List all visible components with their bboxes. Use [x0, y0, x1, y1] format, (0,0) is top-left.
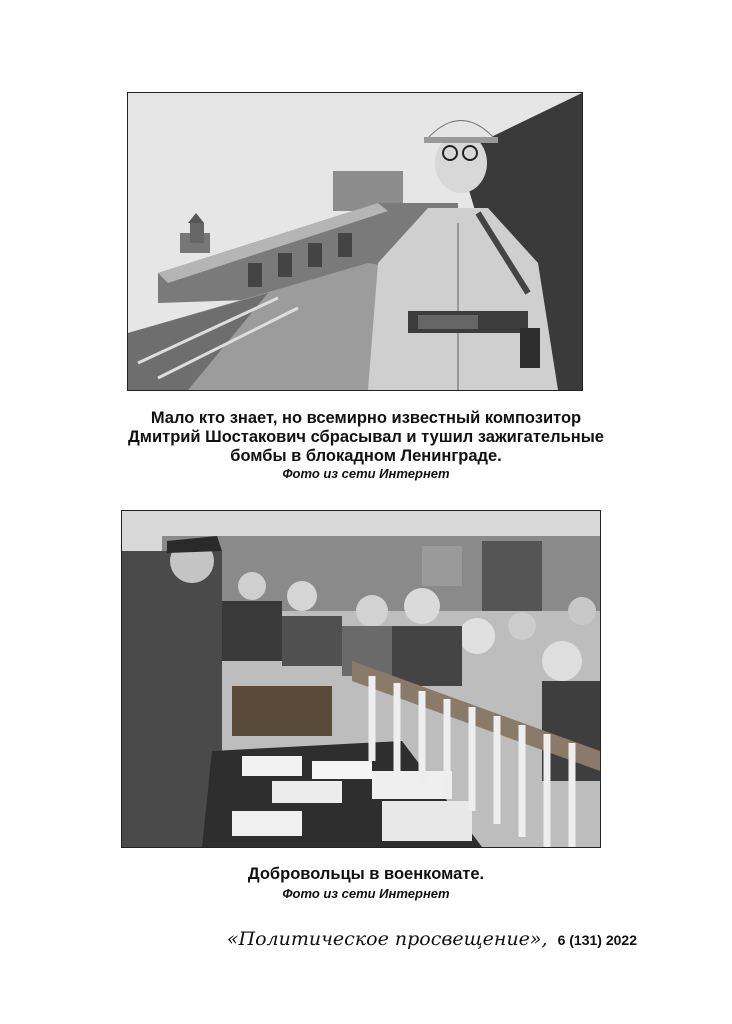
- photo-1-caption-line-2: Дмитрий Шостакович сбрасывал и тушил зажигательные: [128, 428, 604, 446]
- photo-2-caption: Добровольцы в военкомате.: [247, 865, 485, 883]
- page-footer: [227, 928, 637, 950]
- photo-1-caption-line-3: бомбы в блокадном Ленинграде.: [230, 447, 502, 465]
- issue-number: 6 (131) 2022: [557, 932, 637, 948]
- photo-1-caption-line-1: Мало кто знает, но всемирно известный композитор: [150, 409, 582, 427]
- shostakovich-rooftop-photo: [127, 92, 583, 391]
- volunteers-enlistment-photo: [121, 510, 601, 848]
- journal-title: «Политическое просвещение»,: [226, 928, 548, 950]
- photo-2-credit: Фото из сети Интернет: [282, 886, 450, 901]
- photo-1-credit: Фото из сети Интернет: [282, 466, 450, 481]
